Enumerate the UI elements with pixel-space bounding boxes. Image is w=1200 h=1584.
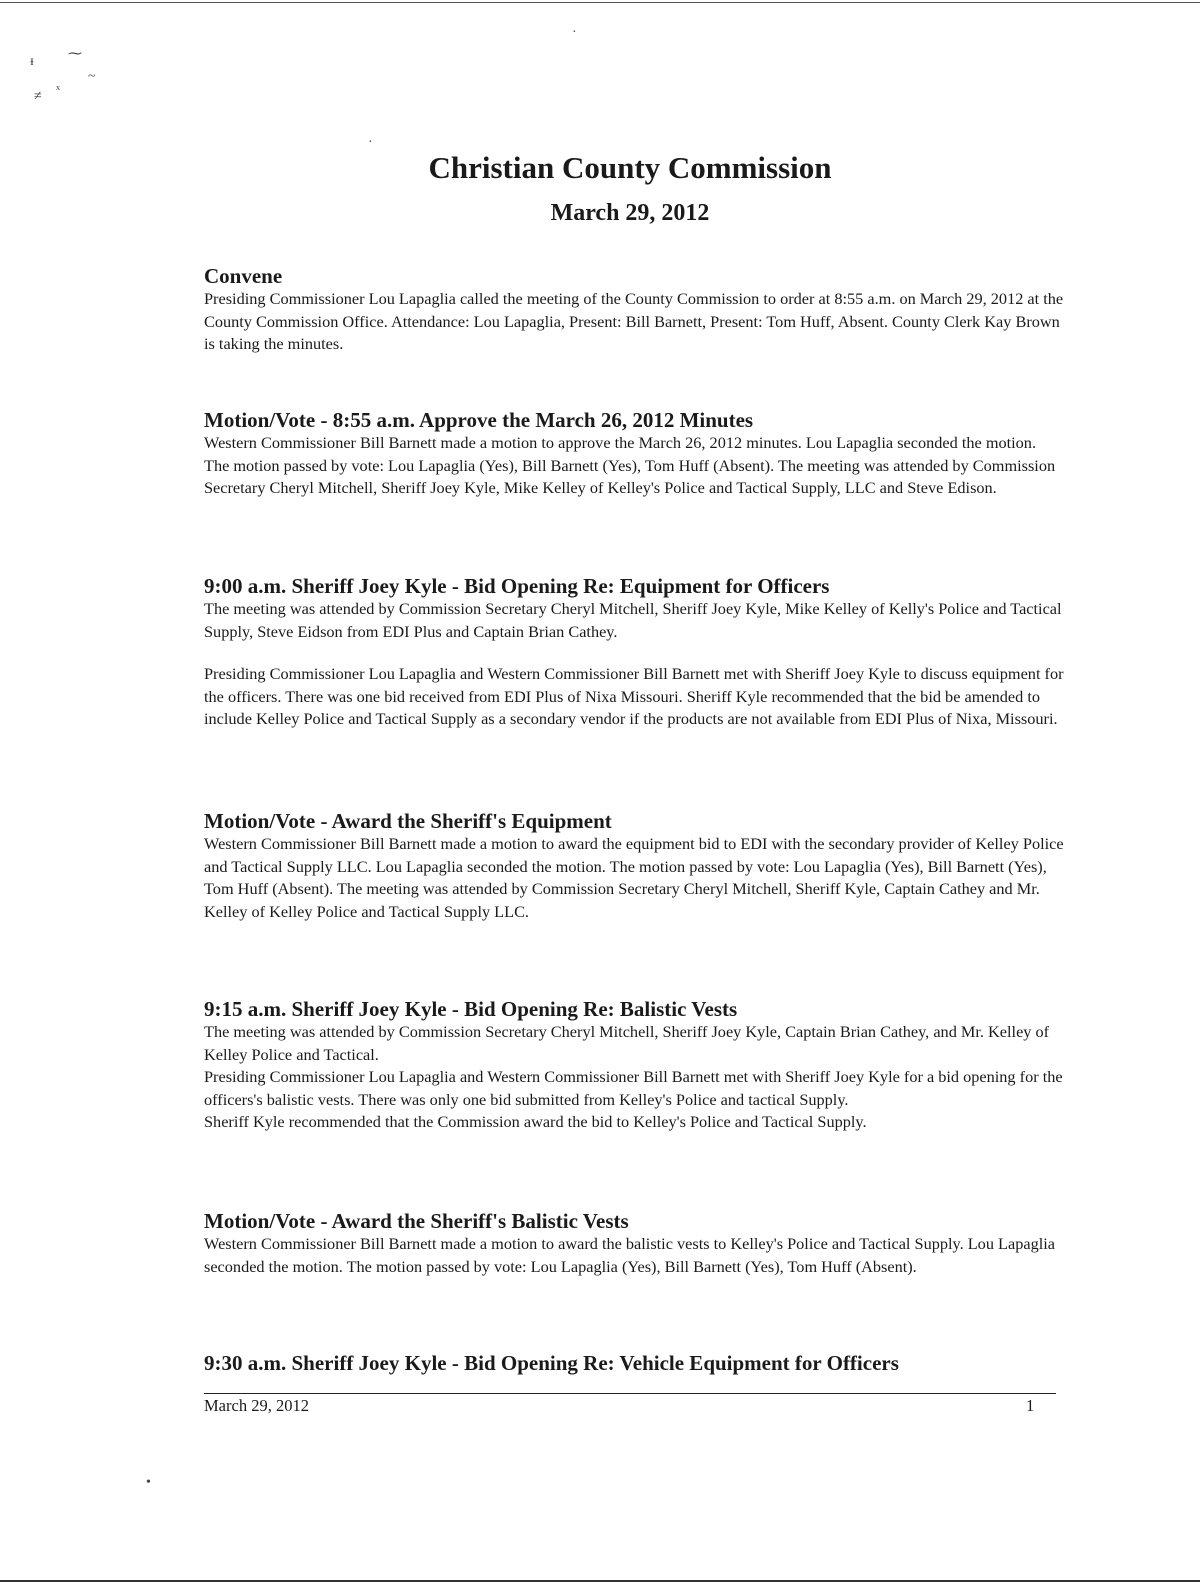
top-scan-rule bbox=[0, 2, 1200, 3]
scan-speck: · bbox=[572, 25, 577, 40]
section-paragraph: Presiding Commissioner Lou Lapaglia called the meeting of the County Commission to order at 8:55 a.m. on March 29, 2012 at the County Commission Office. Attendance: Lou Lapaglia, Present: Bill Barnett, Present: Tom Huff, Absent. County Clerk Kay Brown is taking the minutes. bbox=[204, 289, 1064, 353]
section-heading: Motion/Vote - 8:55 a.m. Approve the March 26, 2012 Minutes bbox=[204, 408, 754, 432]
page-number: 1 bbox=[1026, 1396, 1035, 1415]
scan-speck: ᵻ bbox=[30, 54, 34, 69]
section-paragraph: The meeting was attended by Commission Secretary Cheryl Mitchell, Sheriff Joey Kyle, Mike Kelley of Kelly's Police and Tactical Supply, Steve Eidson from EDI Plus and Captain Brian Cathey. bbox=[204, 599, 1062, 641]
section-heading: Motion/Vote - Award the Sheriff's Balistic Vests bbox=[204, 1209, 629, 1233]
section-award-equipment bbox=[204, 809, 1064, 923]
section-paragraph: Presiding Commissioner Lou Lapaglia and Western Commissioner Bill Barnett met with Sheriff Joey Kyle to discuss equipment for the officers. There was one bid received from EDI Plus of Nixa Missouri. Sheriff Kyle recommended that the bid be amended to include Kelley Police and Tactical Supply as a secondary vendor if the products are not available from EDI Plus of Nixa, Missouri. bbox=[204, 664, 1064, 728]
scan-speck: • bbox=[146, 1475, 151, 1490]
section-paragraph: Western Commissioner Bill Barnett made a motion to approve the March 26, 2012 minutes. Lou Lapaglia seconded the motion. The motion passed by vote: Lou Lapaglia (Yes), Bill Barnett (Yes), Tom Huff (Absent). The meeting was attended by Commission Secretary Cheryl Mitchell, Sheriff Joey Kyle, Mike Kelley of Kelley's Police and Tactical Supply, LLC and Steve Edison. bbox=[204, 433, 1056, 497]
section-heading: 9:30 a.m. Sheriff Joey Kyle - Bid Opening Re: Vehicle Equipment for Officers bbox=[204, 1351, 899, 1375]
scan-speck: · bbox=[368, 135, 373, 150]
section-paragraph: Western Commissioner Bill Barnett made a motion to award the balistic vests to Kelley's Police and Tactical Supply. Lou Lapaglia seconded the motion. The motion passed by vote: Lou Lapaglia (Yes), Bill Barnett (Yes), Tom Huff (Absent). bbox=[204, 1234, 1055, 1276]
section-heading: Motion/Vote - Award the Sheriff's Equipment bbox=[204, 809, 612, 833]
section-paragraph: The meeting was attended by Commission Secretary Cheryl Mitchell, Sheriff Joey Kyle, Captain Brian Cathey, and Mr. Kelley of Kelley Police and Tactical. bbox=[204, 1022, 1050, 1064]
section-bid-opening-equipment bbox=[204, 574, 1064, 731]
section-heading: Convene bbox=[204, 264, 283, 288]
section-paragraph: Western Commissioner Bill Barnett made a motion to award the equipment bid to EDI with the secondary provider of Kelley Police and Tactical Supply LLC. Lou Lapaglia seconded the motion. The motion passed by vote: Lou Lapaglia (Yes), Bill Barnett (Yes), Tom Huff (Absent). The meeting was attended by Commission Secretary Cheryl Mitchell, Sheriff Kyle, Captain Cathey and Mr. Kelley of Kelley Police and Tactical Supply LLC. bbox=[204, 834, 1064, 921]
page-title: Christian County Commission bbox=[428, 150, 832, 185]
section-paragraph: Sheriff Kyle recommended that the Commission award the bid to Kelley's Police and Tactical Supply. bbox=[204, 1112, 867, 1131]
section-bid-opening-vests bbox=[204, 997, 1064, 1134]
section-convene bbox=[204, 264, 1064, 356]
scan-speck: ˣ bbox=[56, 83, 61, 98]
section-bid-opening-vehicle bbox=[204, 1351, 1064, 1375]
bottom-scan-rule bbox=[0, 1580, 1200, 1582]
section-paragraph: Presiding Commissioner Lou Lapaglia and Western Commissioner Bill Barnett met with Sheriff Joey Kyle for a bid opening for the officers's balistic vests. There was only one bid submitted from Kelley's Police and tactical Supply. bbox=[204, 1067, 1063, 1109]
section-approve-minutes bbox=[204, 408, 1064, 500]
footer-date: March 29, 2012 bbox=[204, 1396, 309, 1415]
section-award-vests bbox=[204, 1209, 1064, 1278]
section-heading: 9:00 a.m. Sheriff Joey Kyle - Bid Opening Re: Equipment for Officers bbox=[204, 574, 830, 598]
footer-divider bbox=[204, 1393, 1056, 1394]
section-heading: 9:15 a.m. Sheriff Joey Kyle - Bid Opening Re: Balistic Vests bbox=[204, 997, 738, 1021]
scan-speck: ≠ bbox=[34, 89, 42, 104]
page-date: March 29, 2012 bbox=[550, 200, 710, 226]
scan-speck: ⁓ bbox=[68, 47, 82, 62]
scan-speck: ~ bbox=[88, 69, 96, 84]
